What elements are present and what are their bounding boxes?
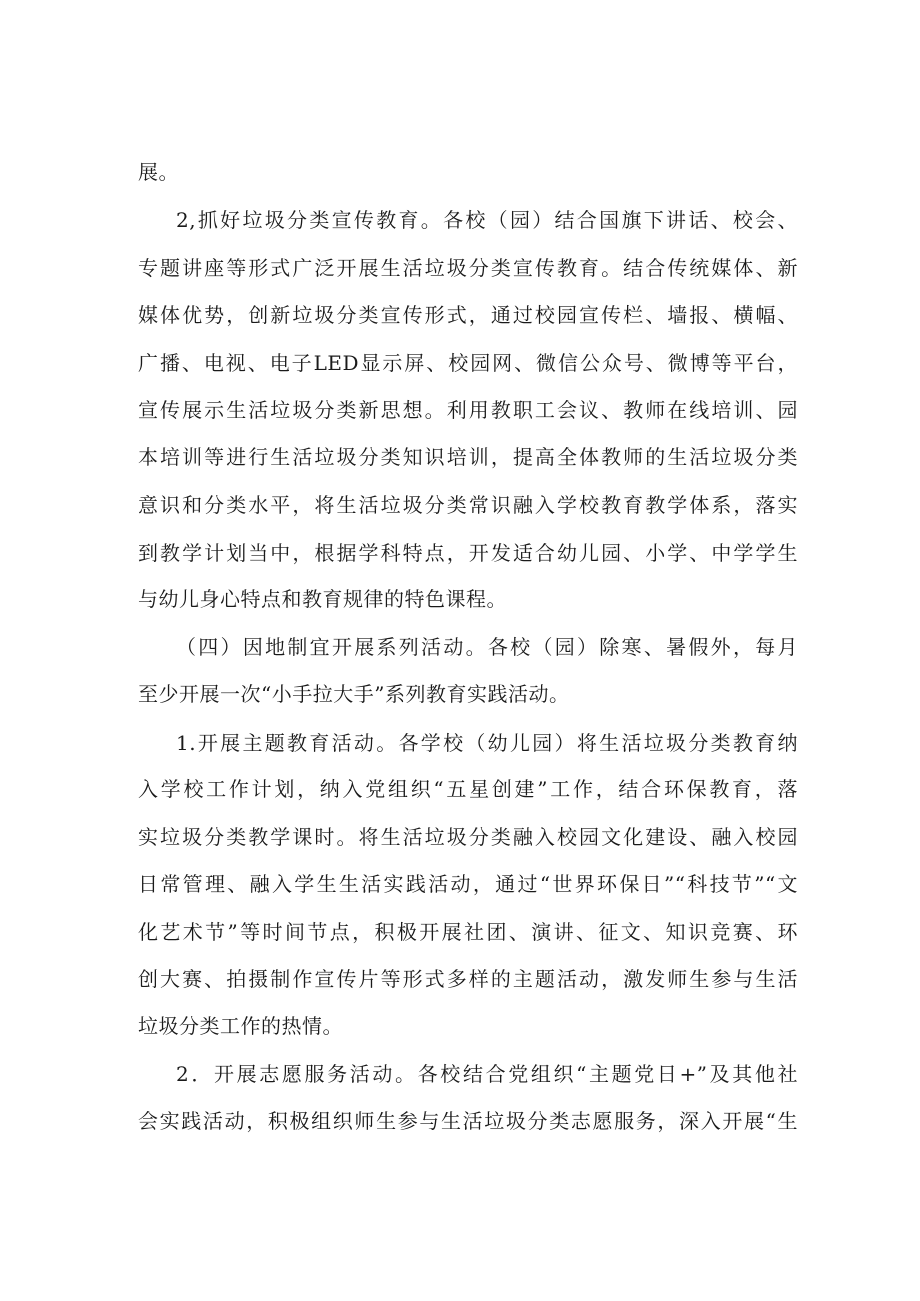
text-line: 2,抓好垃圾分类宣传教育。各校（园）结合国旗下讲话、校会、 [176,208,798,232]
text-line: 创大赛、拍摄制作宣传片等形式多样的主题活动，激发师生参与生活 [138,967,798,991]
text-line: 垃圾分类工作的热情。 [138,1014,343,1038]
text-line: 宣传展示生活垃圾分类新思想。利用教职工会议、教师在线培训、园 [138,398,798,422]
text-line: 化艺术节”等时间节点，积极开展社团、演讲、征文、知识竞赛、环 [138,920,798,944]
text-line: 入学校工作计划，纳入党组织“五星创建”工作，结合环保教育，落 [138,777,798,801]
text-line: 日常管理、融入学生生活实践活动，通过“世界环保日”“科技节”“文 [138,872,798,896]
text-line: 1.开展主题教育活动。各学校（幼儿园）将生活垃圾分类教育纳 [176,731,798,755]
text-line: 实垃圾分类教学课时。将生活垃圾分类融入校园文化建设、融入校园 [138,825,798,849]
text-line: 会实践活动，积极组织师生参与生活垃圾分类志愿服务，深入开展“生 [138,1109,798,1133]
text-line: 广播、电视、电子LED显示屏、校园网、微信公众号、微博等平台， [138,351,798,375]
text-line: 到教学计划当中，根据学科特点，开发适合幼儿园、小学、中学学生 [138,541,798,565]
text-line: 与幼儿身心特点和教育规律的特色课程。 [138,587,507,611]
text-line: （四）因地制宜开展系列活动。各校（园）除寒、暑假外，每月 [176,635,798,659]
text-line: 至少开展一次“小手拉大手”系列教育实践活动。 [138,682,570,706]
text-line: 媒体优势，创新垃圾分类宣传形式，通过校园宣传栏、墙报、横幅、 [138,303,798,327]
text-line: 专题讲座等形式广泛开展生活垃圾分类宣传教育。结合传统媒体、新 [138,256,798,280]
text-line: 2．开展志愿服务活动。各校结合党组织“主题党日+”及其他社 [176,1062,798,1086]
text-line: 展。 [138,160,179,184]
text-line: 意识和分类水平，将生活垃圾分类常识融入学校教育教学体系，落实 [138,493,798,517]
text-line: 本培训等进行生活垃圾分类知识培训，提高全体教师的生活垃圾分类 [138,445,798,469]
